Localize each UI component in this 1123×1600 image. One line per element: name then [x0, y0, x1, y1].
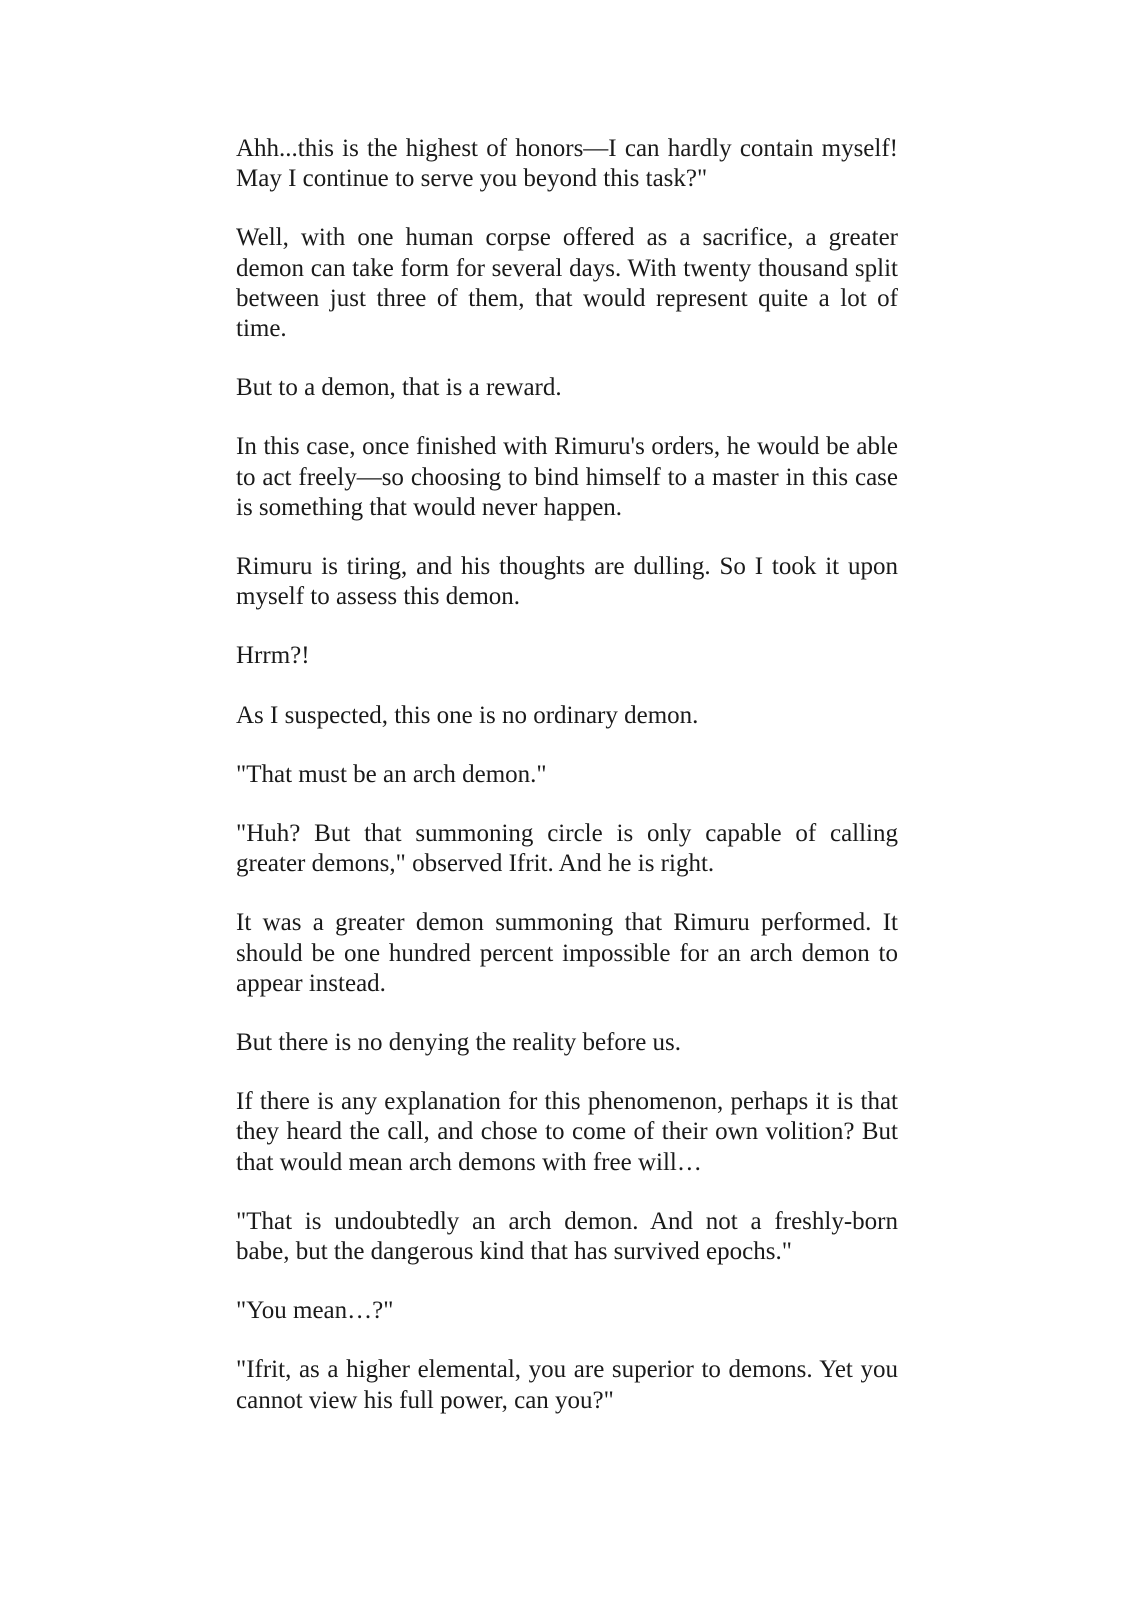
paragraph: "That must be an arch demon." — [236, 760, 547, 788]
paragraph: Ahh...this is the highest of honors—I can hardly contain myself! May I continue to serve you beyond this task?" — [236, 135, 898, 193]
paragraph: Rimuru is tiring, and his thoughts are dulling. So I took it upon myself to assess this demon. — [236, 553, 898, 611]
paragraph: "Ifrit, as a higher elemental, you are superior to demons. Yet you cannot view his full power, can you?" — [236, 1356, 898, 1414]
paragraph: "That is undoubtedly an arch demon. And not a freshly-born babe, but the dangerous kind that has survived epochs." — [236, 1207, 898, 1266]
paragraph: If there is any explanation for this phenomenon, perhaps it is that they heard the call, and chose to come of their own volition? But that would mean arch demons with free will… — [236, 1088, 898, 1176]
paragraph: It was a greater demon summoning that Rimuru performed. It should be one hundred percent impossible for an arch demon to appear instead. — [236, 909, 898, 997]
paragraph: In this case, once finished with Rimuru's orders, he would be able to act freely—so choosing to bind himself to a master in this case is something that would never happen. — [236, 433, 898, 521]
paragraph: As I suspected, this one is no ordinary demon. — [236, 701, 699, 729]
paragraph: But there is no denying the reality before us. — [236, 1029, 682, 1057]
paragraph: Well, with one human corpse offered as a sacrifice, a greater demon can take form for several days. With twenty thousand split between just three of them, that would represent quite a lot of time. — [236, 224, 898, 343]
page-text — [236, 134, 898, 1416]
paragraph: Hrrm?! — [236, 642, 310, 670]
paragraph: "Huh? But that summoning circle is only capable of calling greater demons," observed Ifrit. And he is right. — [236, 820, 898, 878]
paragraph: But to a demon, that is a reward. — [236, 374, 562, 402]
paragraph: "You mean…?" — [236, 1297, 394, 1325]
